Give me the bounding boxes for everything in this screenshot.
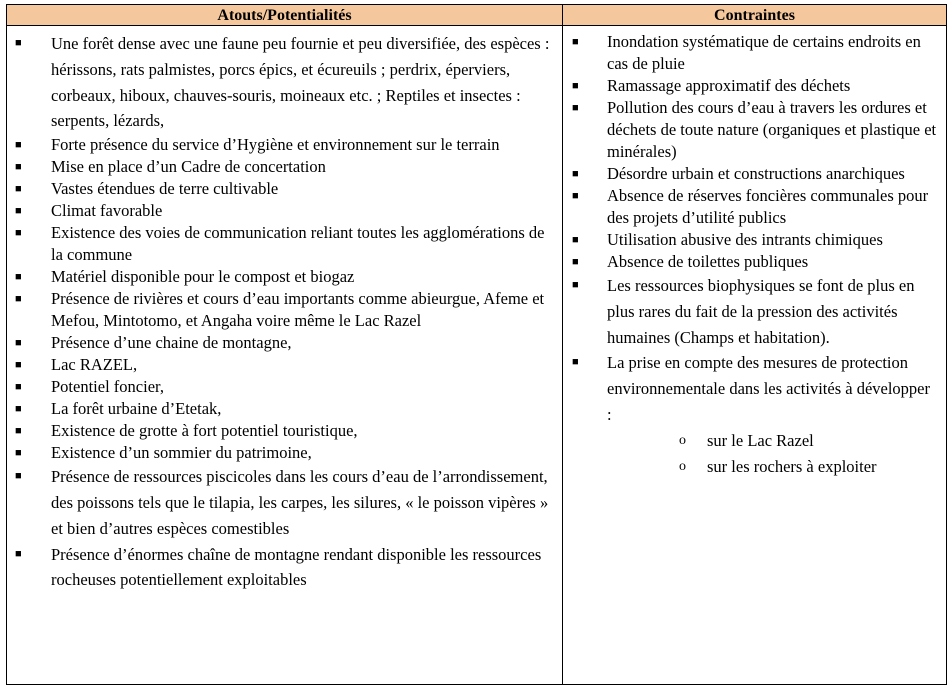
list-item: ■ Existence des voies de communication reliant toutes les agglomérations de la commune [15, 223, 545, 265]
square-bullet-icon: ■ [15, 547, 22, 560]
contraintes-cell [563, 26, 947, 685]
sub-list-item: o sur le Lac Razel [607, 428, 938, 454]
list-item: ■ Lac RAZEL, [15, 355, 138, 375]
square-bullet-icon: ■ [15, 271, 22, 284]
square-bullet-icon: ■ [572, 234, 579, 246]
list-item: ■ Présence de ressources piscicoles dans les cours d’eau de l’arrondissement, des poissons tels que le tilapia, les carpes, les silures, « le poisson vipères » et bien d’autres espèces comestibles [7, 464, 562, 541]
header-contraintes: Contraintes [563, 5, 947, 26]
square-bullet-icon: ■ [15, 337, 22, 350]
list-item: ■ Vastes étendues de terre cultivable [15, 179, 279, 199]
list-item: ■ Présence de rivières et cours d’eau importants comme abieurgue, Afeme et Mefou, Mintotomo, et Angaha voire même le Lac Razel [15, 289, 545, 331]
square-bullet-icon: ■ [15, 447, 22, 460]
list-item: ■ Désordre urbain et constructions anarchiques [572, 164, 905, 183]
square-bullet-icon: ■ [15, 139, 22, 152]
square-bullet-icon: ■ [572, 279, 579, 291]
circle-bullet-icon: o [679, 458, 686, 474]
list-item: ■ Mise en place d’un Cadre de concertation [15, 157, 326, 177]
list-item: ■ Pollution des cours d’eau à travers les ordures et déchets de toute nature (organiques et plastique et minérales) [572, 98, 937, 161]
square-bullet-icon: ■ [15, 425, 22, 438]
list-item: ■ Les ressources biophysiques se font de plus en plus rares du fait de la pression des activités humaines (Champs et habitation). [563, 273, 946, 350]
list-item: ■ Existence d’un sommier du patrimoine, [15, 443, 312, 463]
contraintes-list [563, 26, 946, 479]
list-item: ■ La forêt urbaine d’Etetak, [15, 399, 222, 419]
square-bullet-icon: ■ [15, 403, 22, 416]
header-row [7, 5, 947, 26]
sub-list-item: o sur les rochers à exploiter [607, 454, 938, 480]
square-bullet-icon: ■ [15, 183, 22, 196]
square-bullet-icon: ■ [572, 356, 579, 369]
square-bullet-icon: ■ [15, 227, 22, 240]
list-item: ■ Présence d’énormes chaîne de montagne rendant disponible les ressources rocheuses potentiellement exploitables [7, 542, 562, 594]
square-bullet-icon: ■ [15, 470, 22, 483]
square-bullet-icon: ■ [15, 293, 22, 306]
list-item: ■ Absence de réserves foncières communales pour des projets d’utilité publics [572, 186, 929, 227]
square-bullet-icon: ■ [15, 37, 22, 49]
swot-table [6, 4, 947, 685]
atouts-cell [7, 26, 563, 685]
content-row [7, 26, 947, 685]
list-item: ■ Potentiel foncier, [15, 377, 164, 397]
list-item: ■ Utilisation abusive des intrants chimiques [572, 230, 883, 249]
list-item: ■ Forte présence du service d’Hygiène et environnement sur le terrain [15, 135, 500, 155]
list-item: ■ Une forêt dense avec une faune peu fournie et peu diversifiée, des espèces : hérissons, rats palmistes, porcs épics, et écureuils ; perdrix, éperviers, corbeaux, hiboux, chauves-souris, moineaux etc. ; Reptiles et insectes : serpents, lézards, [7, 31, 562, 134]
square-bullet-icon: ■ [572, 80, 579, 92]
square-bullet-icon: ■ [572, 102, 579, 114]
square-bullet-icon: ■ [15, 205, 22, 218]
list-item: ■ Présence d’une chaine de montagne, [15, 333, 292, 353]
sub-list [607, 428, 938, 480]
square-bullet-icon: ■ [15, 381, 22, 394]
square-bullet-icon: ■ [15, 161, 22, 174]
square-bullet-icon: ■ [572, 190, 579, 202]
list-item: ■ Matériel disponible pour le compost et biogaz [15, 267, 355, 287]
atouts-list [7, 26, 562, 593]
list-item: ■ Inondation systématique de certains endroits en cas de pluie [572, 32, 921, 73]
list-item: ■ Absence de toilettes publiques [572, 252, 809, 271]
header-atouts: Atouts/Potentialités [7, 5, 563, 26]
list-item: ■ Ramassage approximatif des déchets [572, 76, 851, 95]
list-item: ■ La prise en compte des mesures de protection environnementale dans les activités à développer : o sur le Lac Razel o sur les rochers à exploiter [563, 350, 946, 479]
square-bullet-icon: ■ [572, 168, 579, 180]
square-bullet-icon: ■ [15, 359, 22, 372]
list-item: ■ Climat favorable [15, 201, 163, 221]
square-bullet-icon: ■ [572, 36, 579, 48]
circle-bullet-icon: o [679, 432, 686, 448]
square-bullet-icon: ■ [572, 256, 579, 268]
list-item: ■ Existence de grotte à fort potentiel touristique, [15, 421, 358, 441]
